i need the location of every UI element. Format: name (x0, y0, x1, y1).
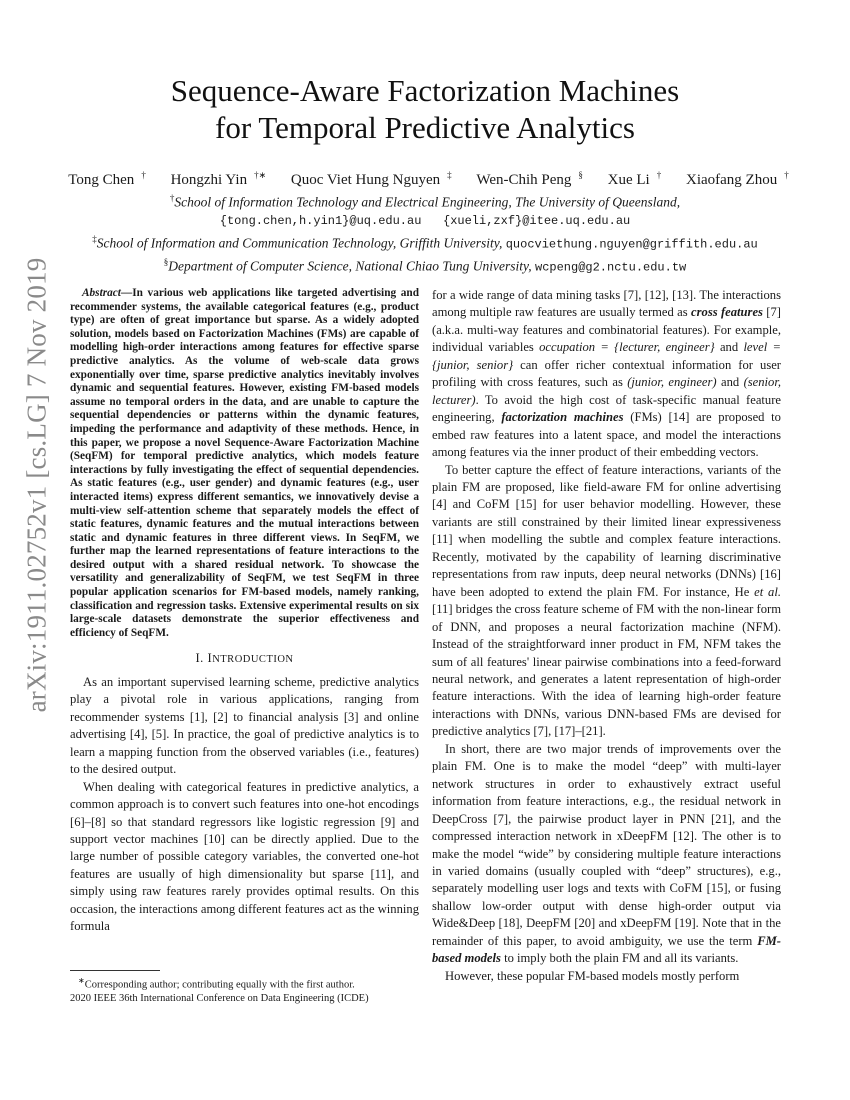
author-name: Xue Li † (607, 170, 662, 188)
author-list (40, 166, 810, 189)
affiliation-griffith: ‡School of Information and Communication Technology, Griffith University, quocviethung.nguyen@griffith.edu.au (92, 233, 758, 251)
paragraph: To better capture the effect of feature interactions, variants of the plain FM are proposed, like field-aware FM for online advertising [4] and CoFM [15] for user behavior modelling. However, these variants are still constrained by their limited linear expressiveness [11] when modelling the subtle and complex feature interactions. Recently, motivated by the capability of learning discriminative representations from raw inputs, deep neural networks (DNNs) [16] have been adopted to extend the plain FM. For instance, He et al. [11] bridges the cross feature scheme of FM with the non-linear form of DNN, and proposes a neural factorization machine (NFM). Instead of the straightforward inner product in FM, NFM takes the sum of all features' linear pairwise combinations into a feed-forward neural network, and generates a latent representation of high-order feature interactions. With the idea of learning high-order feature interactions with DNNs, various DNN-based FMs are devised for predictive analytics [7], [17]–[21]. (432, 462, 781, 739)
footnote-divider (70, 970, 160, 971)
paragraph: As an important supervised learning scheme, predictive analytics play a pivotal role in various applications, ranging from recommender systems [1], [2] to financial analysis [3] and online advertising [4], [5]. In practice, the goal of predictive analytics is to learn a mapping function from the observed variables (i.e., features) to the desired output. (70, 674, 419, 777)
affiliation-uq-emails: {tong.chen,h.yin1}@uq.edu.au {xueli,zxf}@itee.uq.edu.au (219, 213, 631, 228)
right-column (432, 287, 781, 985)
title-line-2: for Temporal Predictive Analytics (215, 110, 635, 145)
paragraph: for a wide range of data mining tasks [7], [12], [13]. The interactions among multiple raw features are usually termed as cross features [7] (a.k.a. multi-way features and combinatorial features). For example, individual variables occupation = {lecturer, engineer} and level = {junior, senior} can offer richer contextual information for user profiling with cross features, such as (junior, engineer) and (senior, lecturer). To avoid the high cost of task-specific manual feature engineering, factorization machines (FMs) [14] are proposed to embed raw features into a latent space, and model the interactions among features via the inner product of their embedding vectors. (432, 288, 782, 460)
abstract: Abstract—In various web applications like targeted advertising and recommender systems, the available categorical features (e.g., product type) are often of great importance but sparse. As a widely adopted solution, models based on Factorization Machines (FMs) are capable of modelling high-order interactions among features for effective sparse predictive analytics. As the volume of web-scale data grows exponentially over time, sparse predictive analytics inevitably involves dynamic and sequential features. However, existing FM-based models assume no temporal orders in the data, and are unable to capture the sequential dependencies or patterns within the dynamic features, impeding the performance and adaptivity of these methods. Hence, in this paper, we propose a novel Sequence-Aware Factorization Machine (SeqFM) for temporal predictive analytics, which models feature interactions by fully investigating the effect of sequential dependencies. As static features (e.g., user gender) and dynamic features (e.g., user interacted items) express different semantics, we innovatively devise a multi-view self-attention scheme that separately models the effect of static features, dynamic features and the mutual interactions between static and dynamic features in three different views. In SeqFM, we further map the learned representations of feature interactions to the desired output with a shared residual network. To showcase the versatility and generalizability of SeqFM, we test SeqFM in three popular application scenarios for FM-based models, namely ranking, classification and regression tasks. Extensive experimental results on six large-scale datasets demonstrate the superior effectiveness and efficiency of SeqFM. (70, 287, 419, 639)
paper-title (60, 72, 790, 146)
paragraph: In short, there are two major trends of improvements over the plain FM. One is to make the model “deep” with multi-layer network structures in order to exhaustively extract useful information from feature interactions, e.g., the residual network in DeepCross [7], the pairwise product layer in PNN [21], and the compressed interaction network in xDeepFM [12]. The other is to make the model “wide” by considering multiple feature interactions in varied domains (usually coupled with “deep” structures), e.g., separately modelling user logs and texts with CoFM [15], or fusing shallow low-order output with dense high-order output via Wide&Deep [18], DeepFM [20] and xDeepFM [19]. Note that in the remainder of this paper, to avoid ambiguity, we use the term FM-based models to imply both the plain FM and all its variants. (432, 741, 781, 966)
author-block (40, 166, 810, 277)
arxiv-identifier-stamp (12, 257, 62, 713)
author-name: Quoc Viet Hung Nguyen ‡ (290, 170, 452, 188)
paragraph: However, these popular FM-based models mostly perform (445, 968, 740, 983)
footnote-conference: 2020 IEEE 36th International Conference on Data Engineering (ICDE) (70, 992, 369, 1004)
arxiv-id-text: arXiv:1911.02752v1 [cs.LG] 7 Nov 2019 (21, 257, 52, 713)
author-name: Tong Chen † (68, 170, 146, 188)
paragraph: When dealing with categorical features in predictive analytics, a common approach is to convert such features into one-hot encodings [6]–[8] so that standard regressors like logistic regression [9] and support vector machines [10] can be directly applied. Due to the large number of possible category variables, the converted one-hot features are usually of high dimensionality but sparse [11], and simply using raw features rarely provides optimal results. On this occasion, the interactions among different features act as the winning formula (70, 779, 419, 934)
author-name: Xiaofang Zhou † (685, 170, 789, 188)
left-column (70, 287, 419, 936)
footnotes (70, 970, 419, 1005)
author-name: Hongzhi Yin †∗ (170, 170, 267, 188)
affiliation-uq: †School of Information Technology and Electrical Engineering, The University of Queensland, (169, 193, 681, 210)
footnote-corresponding-author: ∗Corresponding author; contributing equally with the first author. (78, 976, 355, 991)
author-name: Wen-Chih Peng § (476, 170, 583, 188)
section-heading-introduction: I. INTRODUCTION (195, 651, 294, 666)
affiliation-nctu: §Department of Computer Science, National Chiao Tung University, wcpeng@g2.nctu.edu.tw (163, 257, 687, 275)
title-line-1: Sequence-Aware Factorization Machines (170, 73, 680, 108)
